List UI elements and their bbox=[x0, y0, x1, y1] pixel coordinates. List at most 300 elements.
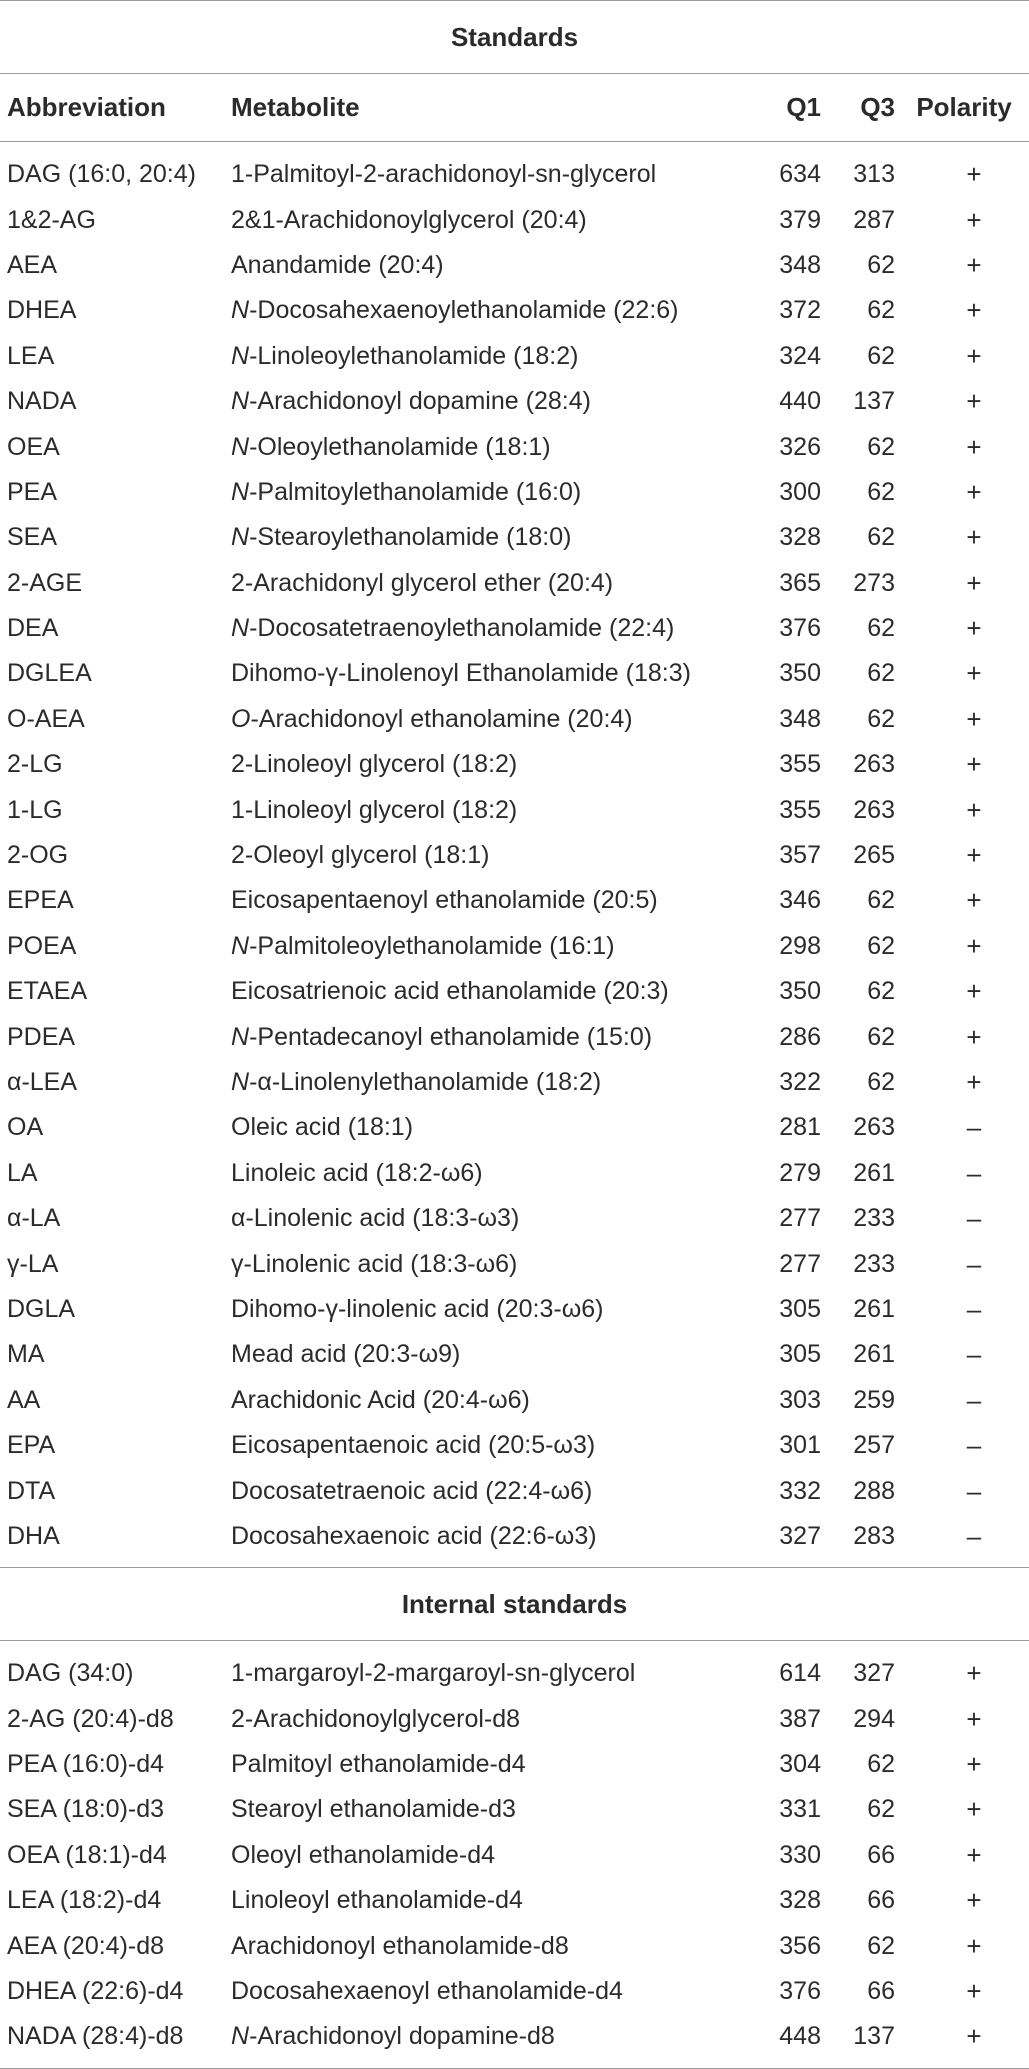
abbreviation-cell: DGLA bbox=[7, 1294, 76, 1323]
metabolite-cell bbox=[231, 515, 759, 560]
table-row bbox=[0, 197, 1029, 242]
metabolite-cell bbox=[231, 470, 759, 515]
metabolite-cell bbox=[231, 1833, 759, 1878]
metabolite-cell bbox=[231, 833, 759, 878]
table-row bbox=[0, 561, 1029, 606]
table-row bbox=[0, 288, 1029, 333]
q3-cell: 263 bbox=[853, 1113, 895, 1142]
polarity-cell: – bbox=[966, 1339, 982, 1370]
abbreviation-cell: POEA bbox=[7, 931, 77, 960]
q1-cell: 328 bbox=[779, 1886, 821, 1915]
polarity-cell: + bbox=[966, 386, 982, 417]
q3-cell: 137 bbox=[853, 387, 895, 416]
table-row bbox=[0, 1878, 1029, 1923]
abbreviation-cell: α-LEA bbox=[7, 1068, 78, 1096]
abbreviation-cell: LEA (18:2)-d4 bbox=[7, 1886, 162, 1915]
table-row bbox=[0, 1060, 1029, 1105]
metabolite-name: Linoleoyl ethanolamide-d4 bbox=[231, 1886, 523, 1915]
metabolite-name: Docosahexaenoyl ethanolamide-d4 bbox=[231, 1977, 623, 2006]
q3-cell: 62 bbox=[867, 931, 895, 960]
polarity-cell: – bbox=[966, 1157, 982, 1188]
q3-cell: 62 bbox=[867, 250, 895, 279]
polarity-cell: – bbox=[966, 1384, 982, 1415]
metabolite-name: Docosatetraenoic acid (22:4-ω6) bbox=[231, 1476, 593, 1505]
metabolite-name: 2-Arachidonoylglycerol-d8 bbox=[231, 1704, 521, 1733]
section-title-internal-standards: Internal standards bbox=[0, 1568, 1029, 1641]
abbreviation-cell: α-LA bbox=[7, 1204, 61, 1233]
table-row bbox=[0, 878, 1029, 923]
metabolite-name: -Pentadecanoyl ethanolamide (15:0) bbox=[249, 1022, 653, 1051]
metabolite-cell bbox=[231, 1241, 759, 1286]
metabolite-name: Dihomo-γ-linolenic acid (20:3-ω6) bbox=[231, 1294, 604, 1323]
abbreviation-cell: 1-LG bbox=[7, 795, 63, 824]
table-row bbox=[0, 1378, 1029, 1423]
q3-cell: 62 bbox=[867, 523, 895, 552]
header-q3: Q3 bbox=[833, 74, 899, 142]
header-metabolite: Metabolite bbox=[231, 74, 759, 142]
abbreviation-cell: ETAEA bbox=[7, 977, 88, 1006]
abbreviation-cell: OEA bbox=[7, 432, 60, 461]
metabolite-prefix: O bbox=[231, 704, 251, 733]
table-row bbox=[0, 969, 1029, 1014]
polarity-cell: – bbox=[966, 1248, 982, 1279]
polarity-cell: + bbox=[966, 1703, 982, 1734]
metabolite-cell bbox=[231, 606, 759, 651]
table-row bbox=[0, 1105, 1029, 1150]
metabolite-name: Oleoyl ethanolamide-d4 bbox=[231, 1840, 496, 1869]
q1-cell: 350 bbox=[779, 977, 821, 1006]
metabolite-prefix: N bbox=[231, 523, 250, 552]
polarity-cell: + bbox=[966, 1749, 982, 1780]
metabolite-prefix: N bbox=[231, 931, 250, 960]
q3-cell: 62 bbox=[867, 296, 895, 325]
metabolite-cell bbox=[231, 1014, 759, 1059]
metabolite-name: Arachidonic Acid (20:4-ω6) bbox=[231, 1385, 530, 1414]
metabolite-name: -Docosatetraenoylethanolamide (22:4) bbox=[249, 614, 675, 643]
polarity-cell: + bbox=[966, 522, 982, 553]
q1-cell: 330 bbox=[779, 1840, 821, 1869]
metabolite-cell bbox=[231, 142, 759, 198]
metabolite-cell bbox=[231, 1923, 759, 1968]
polarity-cell: + bbox=[966, 476, 982, 507]
polarity-cell: + bbox=[966, 159, 982, 190]
q1-cell: 355 bbox=[779, 795, 821, 824]
metabolite-prefix: N bbox=[231, 432, 250, 461]
metabolite-cell bbox=[231, 1332, 759, 1377]
table-row bbox=[0, 1332, 1029, 1377]
polarity-cell: + bbox=[966, 431, 982, 462]
polarity-cell: – bbox=[966, 1203, 982, 1234]
metabolite-cell bbox=[231, 1105, 759, 1150]
polarity-cell: + bbox=[966, 840, 982, 871]
table-row bbox=[0, 651, 1029, 696]
metabolite-prefix: N bbox=[231, 1068, 250, 1096]
abbreviation-cell: 2-AG (20:4)-d8 bbox=[7, 1704, 174, 1733]
table-row bbox=[0, 1697, 1029, 1742]
metabolite-cell bbox=[231, 2014, 759, 2068]
q1-cell: 376 bbox=[779, 614, 821, 643]
q3-cell: 62 bbox=[867, 704, 895, 733]
metabolite-cell bbox=[231, 288, 759, 333]
table-row bbox=[0, 1787, 1029, 1832]
q3-cell: 62 bbox=[867, 614, 895, 643]
metabolite-name: -Arachidonoyl dopamine (28:4) bbox=[249, 387, 591, 416]
q3-cell: 313 bbox=[853, 160, 895, 189]
q3-cell: 137 bbox=[833, 2014, 899, 2068]
q1-cell: 303 bbox=[779, 1385, 821, 1414]
metabolite-name: 1-Linoleoyl glycerol (18:2) bbox=[231, 795, 518, 824]
metabolite-prefix: N bbox=[231, 1022, 250, 1051]
metabolite-name: Linoleic acid (18:2-ω6) bbox=[231, 1158, 483, 1187]
polarity-cell: + bbox=[966, 1839, 982, 1870]
header-polarity: Polarity bbox=[899, 74, 1029, 142]
header-q1: Q1 bbox=[759, 74, 833, 142]
q3-cell: 263 bbox=[853, 795, 895, 824]
metabolite-prefix: N bbox=[231, 296, 250, 325]
metabolite-cell bbox=[231, 651, 759, 696]
q1-cell: 634 bbox=[779, 160, 821, 189]
table-row bbox=[0, 142, 1029, 198]
q1-cell: 448 bbox=[759, 2014, 833, 2068]
abbreviation-cell: PEA (16:0)-d4 bbox=[7, 1750, 165, 1779]
polarity-cell: + bbox=[966, 1021, 982, 1052]
q3-cell: 62 bbox=[867, 886, 895, 915]
polarity-cell: + bbox=[966, 930, 982, 961]
abbreviation-cell: DEA bbox=[7, 614, 59, 643]
metabolite-name: Eicosapentaenoic acid (20:5-ω3) bbox=[231, 1431, 596, 1460]
q1-cell: 376 bbox=[779, 1977, 821, 2006]
table-row bbox=[0, 1014, 1029, 1059]
metabolite-name: γ-Linolenic acid (18:3-ω6) bbox=[231, 1249, 518, 1278]
polarity-cell: + bbox=[966, 1067, 982, 1097]
q1-cell: 357 bbox=[779, 841, 821, 870]
metabolite-name: α-Linolenic acid (18:3-ω3) bbox=[231, 1204, 520, 1233]
metabolite-name: 1-margaroyl-2-margaroyl-sn-glycerol bbox=[231, 1659, 636, 1688]
section-title-standards: Standards bbox=[0, 1, 1029, 74]
metabolite-name: -Stearoylethanolamide (18:0) bbox=[249, 523, 572, 552]
q1-cell: 365 bbox=[779, 568, 821, 597]
metabolite-cell bbox=[231, 1514, 759, 1568]
abbreviation-cell: 1&2-AG bbox=[7, 205, 96, 234]
metabolite-name: 2-Arachidonyl glycerol ether (20:4) bbox=[231, 568, 614, 597]
metabolite-cell bbox=[231, 334, 759, 379]
q1-cell: 328 bbox=[779, 523, 821, 552]
metabolite-cell bbox=[231, 878, 759, 923]
q1-cell: 305 bbox=[779, 1294, 821, 1323]
metabolite-cell bbox=[231, 1378, 759, 1423]
q1-cell: 279 bbox=[779, 1158, 821, 1187]
metabolite-name: Stearoyl ethanolamide-d3 bbox=[231, 1795, 516, 1824]
abbreviation-cell: PEA bbox=[7, 477, 58, 506]
q1-cell: 298 bbox=[779, 931, 821, 960]
polarity-cell: – bbox=[966, 1430, 982, 1461]
q3-cell: 287 bbox=[853, 205, 895, 234]
q3-cell: 66 bbox=[867, 1886, 895, 1915]
polarity-cell: + bbox=[966, 204, 982, 235]
table-row bbox=[0, 1241, 1029, 1286]
abbreviation-cell: EPA bbox=[7, 1431, 56, 1460]
abbreviation-cell: DHEA bbox=[7, 296, 77, 325]
polarity-cell: + bbox=[966, 1658, 982, 1689]
polarity-cell: + bbox=[966, 249, 982, 280]
q1-cell: 350 bbox=[779, 659, 821, 688]
abbreviation-cell: 2-OG bbox=[7, 841, 69, 870]
table-row bbox=[0, 606, 1029, 651]
metabolite-cell bbox=[231, 1878, 759, 1923]
abbreviation-cell: DHA bbox=[0, 1514, 231, 1568]
metabolite-name: 2-Linoleoyl glycerol (18:2) bbox=[231, 750, 518, 779]
q1-cell: 348 bbox=[779, 250, 821, 279]
polarity-cell: + bbox=[966, 613, 982, 644]
q3-cell: 66 bbox=[867, 1840, 895, 1869]
table-body bbox=[0, 1, 1029, 2069]
abbreviation-cell: AA bbox=[7, 1385, 41, 1414]
table-row bbox=[0, 334, 1029, 379]
metabolite-cell bbox=[231, 561, 759, 606]
metabolite-cell bbox=[231, 1697, 759, 1742]
metabolite-cell bbox=[231, 1742, 759, 1787]
metabolite-cell bbox=[231, 969, 759, 1014]
q1-cell: 346 bbox=[779, 886, 821, 915]
q1-cell: 355 bbox=[779, 750, 821, 779]
metabolite-cell bbox=[231, 1423, 759, 1468]
q3-cell: 62 bbox=[867, 1931, 895, 1960]
metabolite-name: 1-Palmitoyl-2-arachidonoyl-sn-glycerol bbox=[231, 160, 657, 189]
polarity-cell: + bbox=[966, 1930, 982, 1961]
q3-cell: 261 bbox=[853, 1158, 895, 1187]
abbreviation-cell: AEA (20:4)-d8 bbox=[7, 1931, 165, 1960]
q3-cell: 62 bbox=[867, 1750, 895, 1779]
q1-cell: 356 bbox=[779, 1931, 821, 1960]
table-row bbox=[0, 833, 1029, 878]
q3-cell: 265 bbox=[853, 841, 895, 870]
metabolite-name: Palmitoyl ethanolamide-d4 bbox=[231, 1750, 526, 1779]
q1-cell: 305 bbox=[779, 1340, 821, 1369]
q3-cell: 62 bbox=[867, 1022, 895, 1051]
q3-cell: 288 bbox=[853, 1476, 895, 1505]
q3-cell: 62 bbox=[867, 659, 895, 688]
q1-cell: 348 bbox=[779, 704, 821, 733]
abbreviation-cell: LA bbox=[7, 1158, 38, 1187]
abbreviation-cell: DAG (16:0, 20:4) bbox=[7, 160, 196, 189]
table-row bbox=[0, 2014, 1029, 2068]
table-row bbox=[0, 924, 1029, 969]
metabolite-name: -Docosahexaenoylethanolamide (22:6) bbox=[249, 296, 679, 325]
q1-cell: 332 bbox=[779, 1476, 821, 1505]
metabolite-name: 2&1-Arachidonoylglycerol (20:4) bbox=[231, 205, 587, 234]
q1-cell: 277 bbox=[779, 1249, 821, 1278]
metabolite-name: Docosahexaenoic acid (22:6-ω3) bbox=[231, 1521, 597, 1550]
metabolite-cell bbox=[231, 1787, 759, 1832]
polarity-cell: – bbox=[966, 1293, 982, 1324]
metabolite-cell bbox=[231, 1969, 759, 2014]
polarity-cell: + bbox=[966, 1794, 982, 1825]
polarity-cell: + bbox=[966, 567, 982, 598]
table-row bbox=[0, 1923, 1029, 1968]
metabolite-name: Dihomo-γ-Linolenoyl Ethanolamide (18:3) bbox=[231, 659, 691, 688]
q1-cell: 614 bbox=[779, 1659, 821, 1688]
metabolite-name: 2-Oleoyl glycerol (18:1) bbox=[231, 841, 490, 870]
metabolite-cell bbox=[231, 924, 759, 969]
q1-cell: 301 bbox=[779, 1431, 821, 1460]
abbreviation-cell: DTA bbox=[7, 1476, 56, 1505]
metabolite-cell bbox=[231, 424, 759, 469]
metabolite-name: -Arachidonoyl dopamine-d8 bbox=[249, 2022, 555, 2051]
polarity-cell: + bbox=[966, 749, 982, 780]
metabolite-name: -α-Linolenylethanolamide (18:2) bbox=[249, 1068, 602, 1096]
q1-cell: 372 bbox=[779, 296, 821, 325]
polarity-cell: + bbox=[966, 295, 982, 326]
q3-cell: 259 bbox=[853, 1385, 895, 1414]
abbreviation-cell: SEA (18:0)-d3 bbox=[7, 1795, 165, 1824]
metabolite-prefix: N bbox=[231, 341, 250, 370]
q1-cell: 327 bbox=[759, 1514, 833, 1568]
polarity-cell: + bbox=[966, 1976, 982, 2007]
metabolite-name: Oleic acid (18:1) bbox=[231, 1113, 414, 1142]
table-row bbox=[0, 1641, 1029, 1697]
q3-cell: 263 bbox=[853, 750, 895, 779]
polarity-cell: + bbox=[966, 703, 982, 734]
metabolite-name: -Arachidonoyl ethanolamine (20:4) bbox=[250, 704, 633, 733]
q1-cell: 387 bbox=[779, 1704, 821, 1733]
polarity-cell: + bbox=[899, 2014, 1029, 2068]
metabolite-cell bbox=[231, 1196, 759, 1241]
q3-cell: 261 bbox=[853, 1340, 895, 1369]
q3-cell: 62 bbox=[867, 1795, 895, 1824]
table-row bbox=[0, 515, 1029, 560]
table-row bbox=[0, 1514, 1029, 1568]
metabolite-cell bbox=[231, 787, 759, 832]
polarity-cell: + bbox=[966, 658, 982, 689]
q3-cell: 233 bbox=[853, 1204, 895, 1233]
abbreviation-cell: 2-LG bbox=[7, 750, 63, 779]
metabolite-prefix: N bbox=[231, 614, 250, 643]
q1-cell: 324 bbox=[779, 341, 821, 370]
q1-cell: 322 bbox=[779, 1068, 821, 1096]
abbreviation-cell: NADA bbox=[7, 387, 77, 416]
q3-cell: 66 bbox=[867, 1977, 895, 2006]
metabolite-cell bbox=[231, 379, 759, 424]
table-row bbox=[0, 1287, 1029, 1332]
header-row bbox=[0, 74, 1029, 142]
q3-cell: 273 bbox=[853, 568, 895, 597]
metabolite-name: -Palmitoylethanolamide (16:0) bbox=[249, 477, 582, 506]
metabolite-cell bbox=[231, 1287, 759, 1332]
table-row bbox=[0, 697, 1029, 742]
abbreviation-cell: DHEA (22:6)-d4 bbox=[7, 1977, 184, 2006]
table-row bbox=[0, 424, 1029, 469]
q3-cell: 62 bbox=[867, 1068, 895, 1096]
metabolite-name: -Palmitoleoylethanolamide (16:1) bbox=[249, 931, 615, 960]
q1-cell: 326 bbox=[779, 432, 821, 461]
section-row-internal-standards bbox=[0, 1568, 1029, 1641]
abbreviation-cell: OA bbox=[7, 1113, 44, 1142]
q1-cell: 286 bbox=[779, 1022, 821, 1051]
abbreviation-cell: NADA (28:4)-d8 bbox=[0, 2014, 231, 2068]
metabolite-cell bbox=[231, 1060, 759, 1105]
metabolite-cell bbox=[231, 1151, 759, 1196]
q3-cell: 62 bbox=[867, 432, 895, 461]
abbreviation-cell: 2-AGE bbox=[7, 568, 83, 597]
table-row bbox=[0, 742, 1029, 787]
q3-cell: 233 bbox=[853, 1249, 895, 1278]
abbreviation-cell: MA bbox=[7, 1340, 45, 1369]
metabolite-prefix: N bbox=[231, 2022, 250, 2051]
abbreviation-cell: AEA bbox=[7, 250, 58, 279]
abbreviation-cell: OEA (18:1)-d4 bbox=[7, 1840, 167, 1869]
q3-cell: 327 bbox=[853, 1659, 895, 1688]
table-row bbox=[0, 1742, 1029, 1787]
metabolite-name: -Linoleoylethanolamide (18:2) bbox=[249, 341, 579, 370]
table-row bbox=[0, 243, 1029, 288]
table-row bbox=[0, 470, 1029, 515]
q3-cell: 62 bbox=[867, 977, 895, 1006]
polarity-cell: – bbox=[966, 1112, 982, 1143]
abbreviation-cell: PDEA bbox=[7, 1022, 76, 1051]
table-row bbox=[0, 1833, 1029, 1878]
q1-cell: 331 bbox=[779, 1795, 821, 1824]
table-row bbox=[0, 1468, 1029, 1513]
metabolite-cell bbox=[231, 1641, 759, 1697]
abbreviation-cell: LEA bbox=[7, 341, 55, 370]
metabolite-cell bbox=[231, 1468, 759, 1513]
metabolite-cell bbox=[231, 697, 759, 742]
abbreviation-cell: DAG (34:0) bbox=[7, 1659, 134, 1688]
metabolite-name: Arachidonoyl ethanolamide-d8 bbox=[231, 1931, 569, 1960]
table-row bbox=[0, 1151, 1029, 1196]
q3-cell: 62 bbox=[867, 477, 895, 506]
metabolite-prefix: N bbox=[231, 387, 250, 416]
abbreviation-cell: O-AEA bbox=[7, 704, 85, 733]
section-row-standards bbox=[0, 1, 1029, 74]
q3-cell: 261 bbox=[853, 1294, 895, 1323]
polarity-cell: – bbox=[899, 1514, 1029, 1568]
q3-cell: 62 bbox=[867, 341, 895, 370]
metabolite-name: -Oleoylethanolamide (18:1) bbox=[249, 432, 551, 461]
table-row bbox=[0, 1196, 1029, 1241]
metabolite-cell bbox=[231, 742, 759, 787]
table-row bbox=[0, 379, 1029, 424]
abbreviation-cell: EPEA bbox=[7, 886, 74, 915]
metabolite-prefix: N bbox=[231, 477, 250, 506]
q3-cell: 257 bbox=[853, 1431, 895, 1460]
polarity-cell: + bbox=[966, 885, 982, 916]
metabolite-cell bbox=[231, 197, 759, 242]
q3-cell: 283 bbox=[833, 1514, 899, 1568]
q1-cell: 379 bbox=[779, 205, 821, 234]
metabolite-name: Eicosatrienoic acid ethanolamide (20:3) bbox=[231, 977, 669, 1006]
polarity-cell: + bbox=[966, 794, 982, 825]
header-abbreviation: Abbreviation bbox=[0, 74, 231, 142]
q3-cell: 294 bbox=[853, 1704, 895, 1733]
q1-cell: 300 bbox=[779, 477, 821, 506]
abbreviation-cell: γ-LA bbox=[7, 1249, 59, 1278]
metabolite-name: Anandamide (20:4) bbox=[231, 250, 444, 279]
polarity-cell: + bbox=[966, 1885, 982, 1916]
q1-cell: 304 bbox=[779, 1750, 821, 1779]
polarity-cell: – bbox=[966, 1475, 982, 1506]
polarity-cell: + bbox=[966, 976, 982, 1007]
metabolite-name: Eicosapentaenoyl ethanolamide (20:5) bbox=[231, 886, 658, 915]
table-row bbox=[0, 1969, 1029, 2014]
polarity-cell: + bbox=[966, 340, 982, 371]
abbreviation-cell: SEA bbox=[7, 523, 58, 552]
metabolite-name: Mead acid (20:3-ω9) bbox=[231, 1340, 461, 1369]
table-row bbox=[0, 787, 1029, 832]
q1-cell: 440 bbox=[779, 387, 821, 416]
metabolite-cell bbox=[231, 243, 759, 288]
q1-cell: 277 bbox=[779, 1204, 821, 1233]
